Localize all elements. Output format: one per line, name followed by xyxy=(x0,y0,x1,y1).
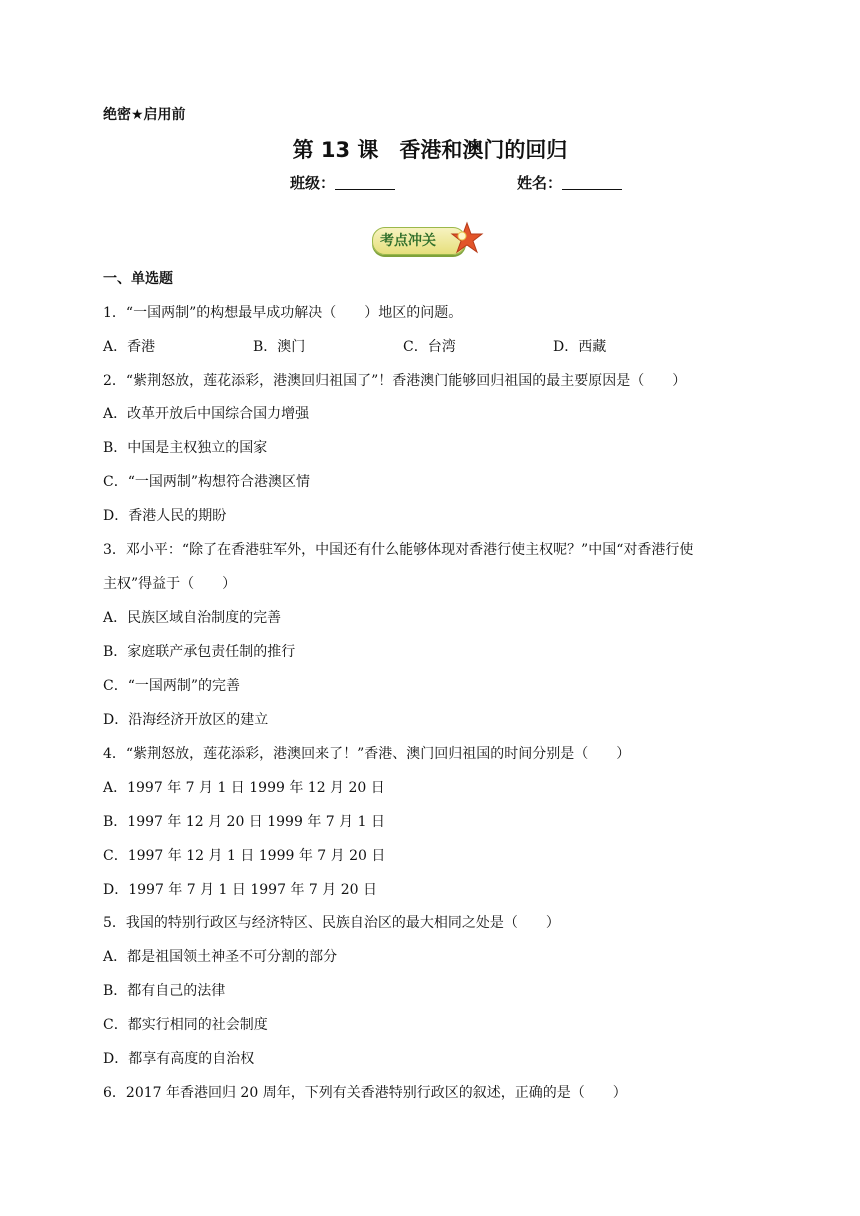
question-5-stem: 5．我国的特别行政区与经济特区、民族自治区的最大相同之处是（ ） xyxy=(103,915,560,931)
section-title: 一、单选题 xyxy=(103,271,173,287)
question-3-stem-line2: 主权”得益于（ ） xyxy=(103,576,237,592)
star-icon xyxy=(450,221,484,255)
question-1-options xyxy=(103,336,703,356)
option-c: C．“一国两制”的完善 xyxy=(103,678,241,694)
option-a: A．民族区域自治制度的完善 xyxy=(103,610,282,626)
option-b: B．家庭联产承包责任制的推行 xyxy=(103,644,296,660)
option-d: D．1997 年 7 月 1 日 1997 年 7 月 20 日 xyxy=(103,882,377,898)
option-b: B．中国是主权独立的国家 xyxy=(103,440,268,456)
question-6-stem: 6．2017 年香港回归 20 周年，下列有关香港特别行政区的叙述，正确的是（ ） xyxy=(103,1085,627,1101)
option-c: C．都实行相同的社会制度 xyxy=(103,1017,268,1033)
option-c: C．“一国两制”构想符合港澳区情 xyxy=(103,474,311,490)
question-3-stem-line1: 3．邓小平：“除了在香港驻军外，中国还有什么能够体现对香港行使主权呢？”中国“对香港行使 xyxy=(103,542,694,558)
option-a: A．香港 xyxy=(103,339,156,355)
option-d: D．都享有高度的自治权 xyxy=(103,1051,255,1067)
option-b: B．都有自己的法律 xyxy=(103,983,226,999)
option-c: C．台湾 xyxy=(403,339,456,355)
option-d: D．沿海经济开放区的建立 xyxy=(103,712,269,728)
badge-label: 考点冲关 xyxy=(380,233,436,249)
name-blank xyxy=(562,175,622,190)
confidential-label: 绝密★启用前 xyxy=(103,107,186,123)
option-d: D．西藏 xyxy=(553,339,607,355)
name-field xyxy=(517,172,622,193)
page-title: 第 13 课 香港和澳门的回归 xyxy=(292,138,568,162)
name-label: 姓名： xyxy=(517,174,563,192)
class-field xyxy=(290,172,395,193)
option-c: C．1997 年 12 月 1 日 1999 年 7 月 20 日 xyxy=(103,848,386,864)
option-b: B．澳门 xyxy=(253,339,306,355)
question-4-stem: 4．“紫荆怒放，莲花添彩，港澳回来了！”香港、澳门回归祖国的时间分别是（ ） xyxy=(103,746,631,762)
option-b: B．1997 年 12 月 20 日 1999 年 7 月 1 日 xyxy=(103,814,385,830)
class-blank xyxy=(335,175,395,190)
class-label: 班级： xyxy=(290,174,336,192)
option-d: D．香港人民的期盼 xyxy=(103,508,227,524)
option-a: A．改革开放后中国综合国力增强 xyxy=(103,406,310,422)
question-2-stem: 2．“紫荆怒放，莲花添彩，港澳回归祖国了”！香港澳门能够回归祖国的最主要原因是（ ） xyxy=(103,373,687,389)
option-a: A．都是祖国领土神圣不可分割的部分 xyxy=(103,949,338,965)
option-a: A．1997 年 7 月 1 日 1999 年 12 月 20 日 xyxy=(103,780,385,796)
exam-point-badge xyxy=(372,221,484,259)
question-1-stem: 1．“一国两制”的构想最早成功解决（ ）地区的问题。 xyxy=(103,305,463,321)
